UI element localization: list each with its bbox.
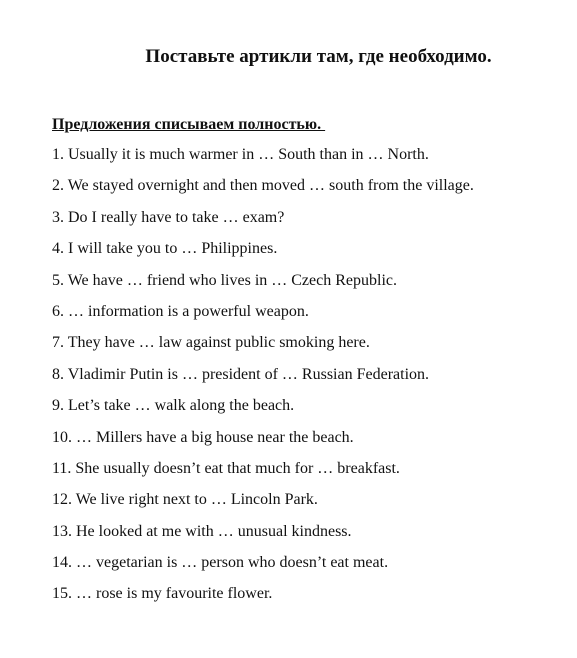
sentence-list xyxy=(52,146,562,617)
sentence-item: 5. We have … friend who lives in … Czech Republic. xyxy=(52,271,397,289)
sentence-item: 1. Usually it is much warmer in … South than in … North. xyxy=(52,146,429,163)
sentence-item: 12. We live right next to … Lincoln Park. xyxy=(52,491,318,509)
sentence-item: 14. … vegetarian is … person who doesn’t eat meat. xyxy=(52,554,389,572)
sentence-item: 6. … information is a powerful weapon. xyxy=(52,302,309,320)
sentence-item: 8. Vladimir Putin is … president of … Russian Federation. xyxy=(52,365,430,383)
sentence-item: 15. … rose is my favourite flower. xyxy=(52,585,273,603)
sentence-item: 3. Do I really have to take … exam? xyxy=(52,208,285,226)
sentence-item: 13. He looked at me with … unusual kindness. xyxy=(52,522,352,540)
sentence-item: 4. I will take you to … Philippines. xyxy=(52,240,278,258)
sentence-item: 2. We stayed overnight and then moved … south from the village. xyxy=(52,177,474,195)
sentence-item: 7. They have … law against public smoking here. xyxy=(52,334,370,352)
worksheet-title: Поставьте артикли там, где необходимо. xyxy=(145,46,492,67)
sentence-item: 11. She usually doesn’t eat that much for … breakfast. xyxy=(52,459,400,477)
sentence-item: 9. Let’s take … walk along the beach. xyxy=(52,397,295,415)
sentence-item: 10. … Millers have a big house near the beach. xyxy=(52,428,354,446)
worksheet-instruction: Предложения списываем полностью. xyxy=(52,116,326,133)
